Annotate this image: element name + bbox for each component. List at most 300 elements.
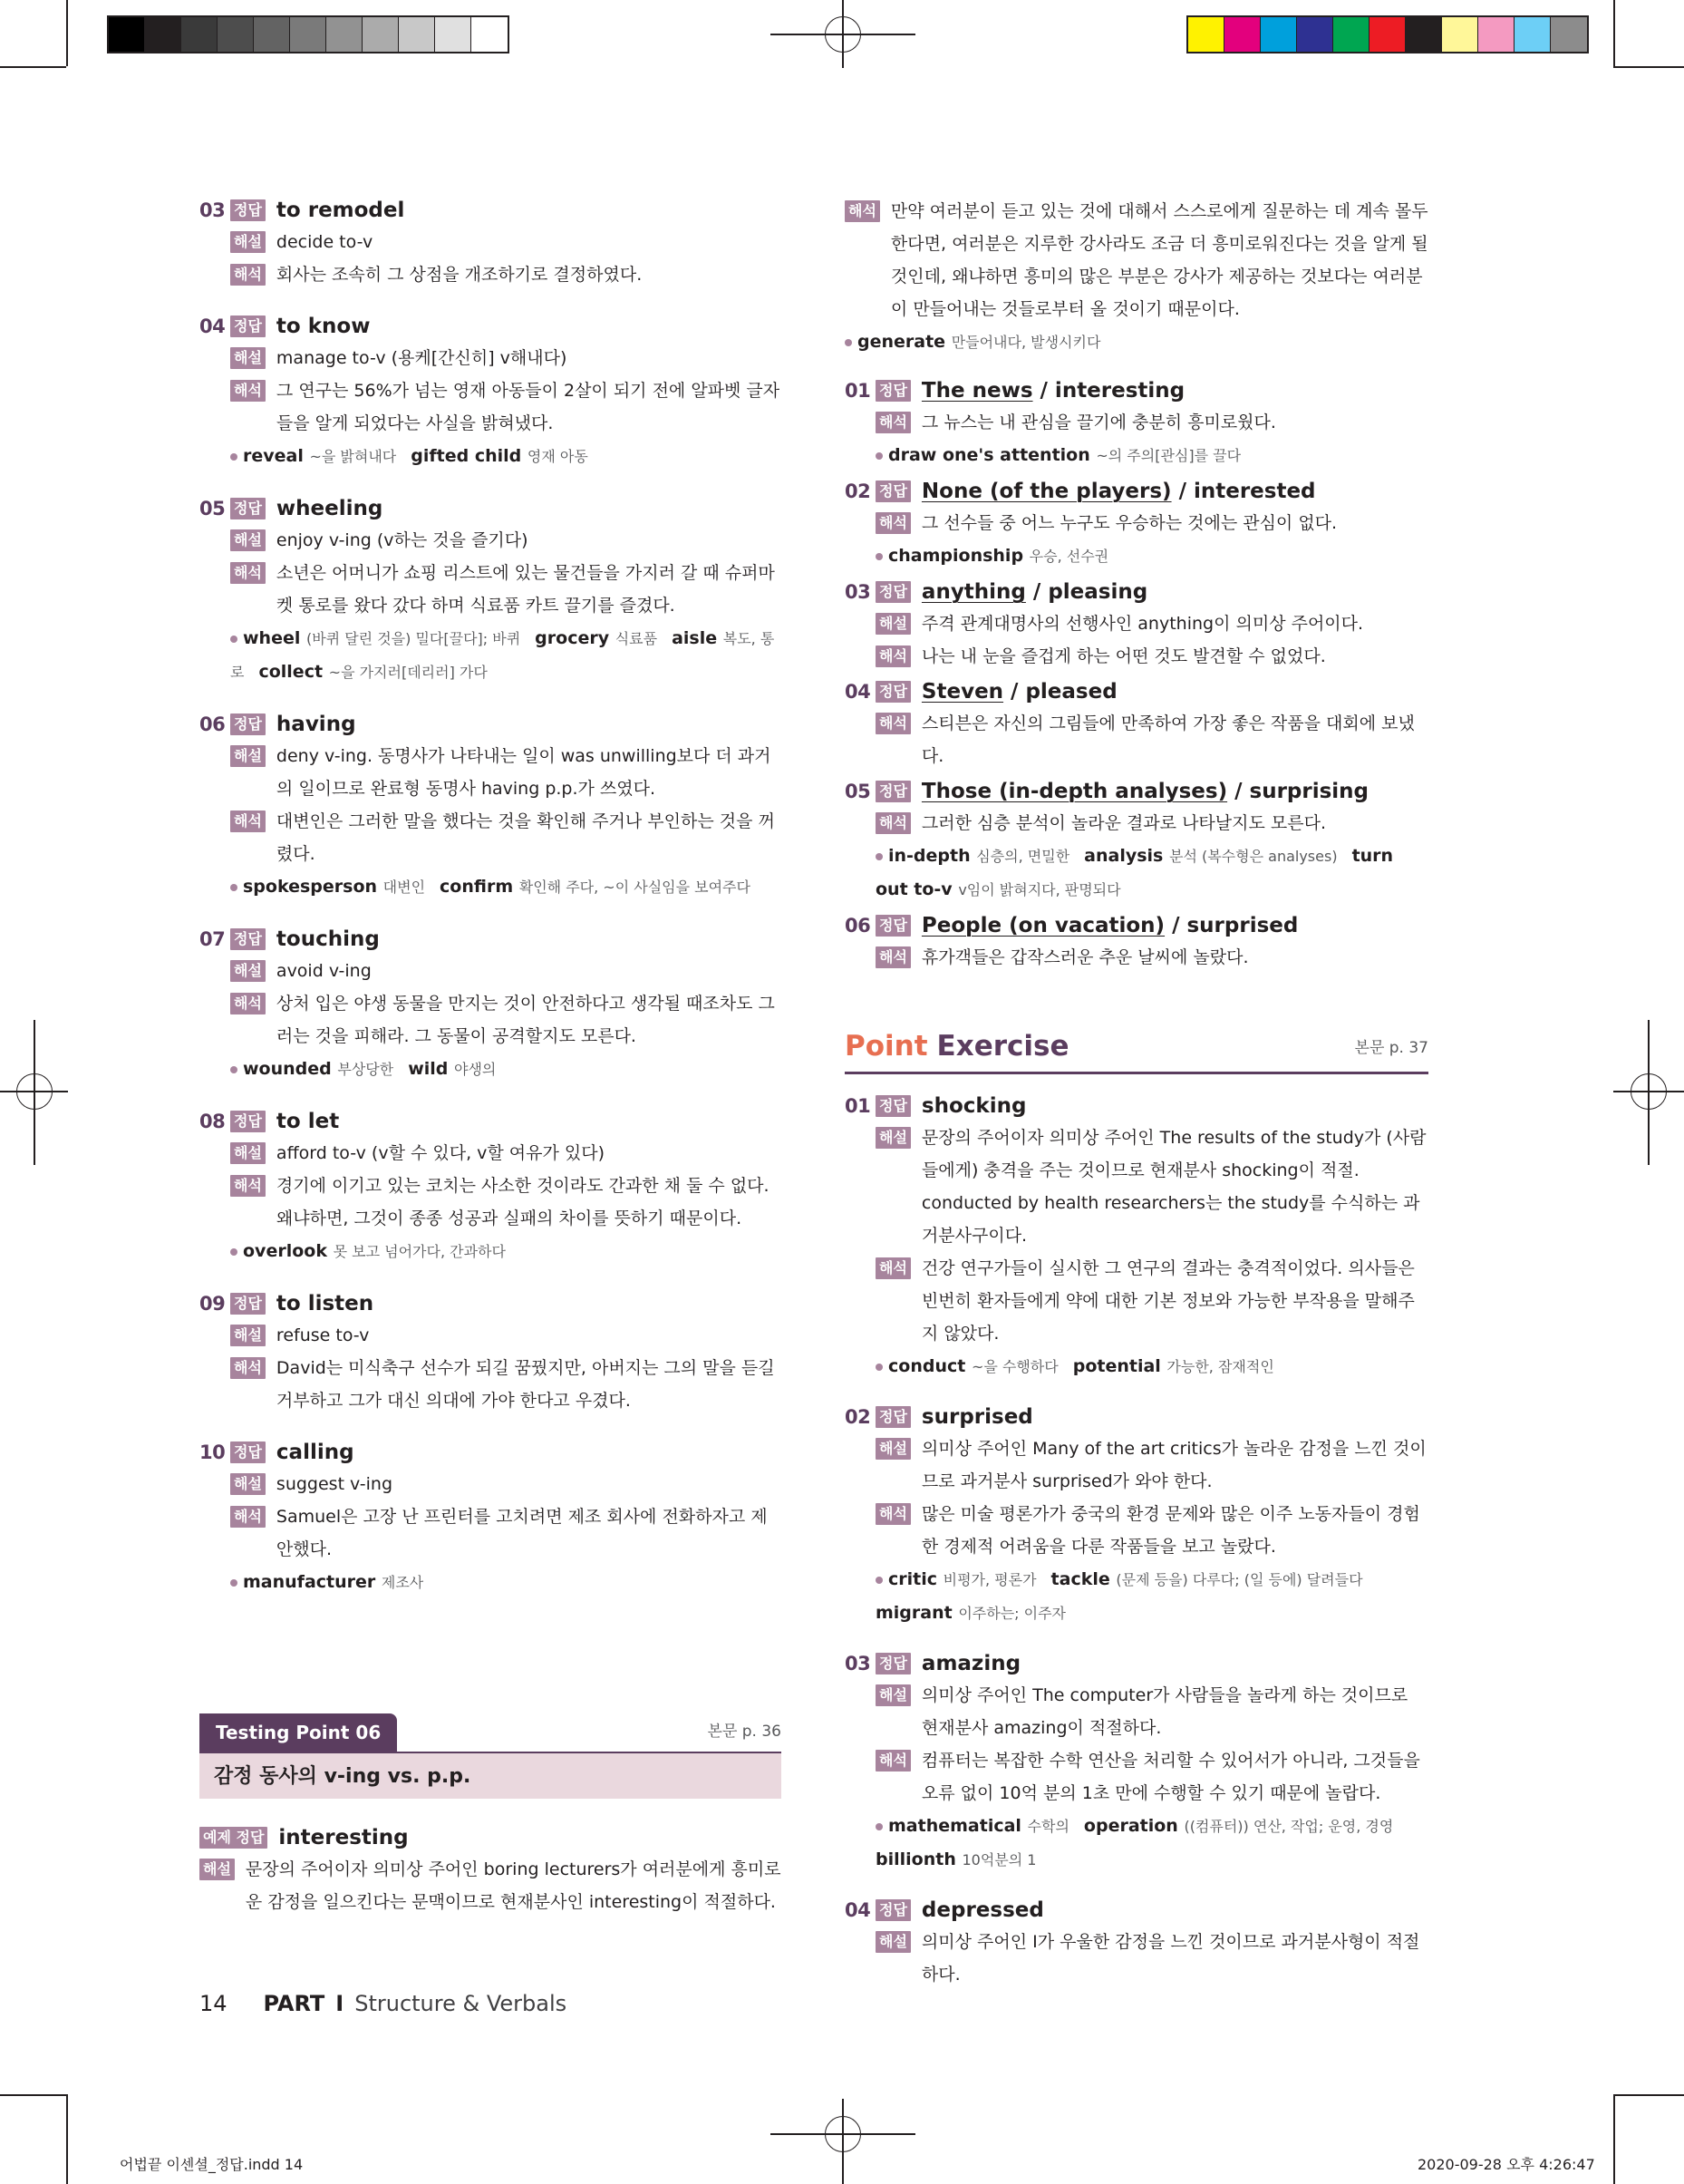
color-swatch xyxy=(254,17,290,52)
vocab-gloss: v임이 밝혀지다, 판명되다 xyxy=(958,881,1121,898)
vocab-gloss: 심층의, 면밀한 xyxy=(976,848,1070,865)
answer-body xyxy=(199,1137,781,1268)
question-number: 03 xyxy=(199,199,226,221)
explanation-tag: 해설 xyxy=(230,960,266,982)
vocab-gloss: 대변인 xyxy=(382,878,426,896)
answer-header xyxy=(845,676,1428,707)
color-swatch xyxy=(1406,17,1442,52)
explanation-text: suggest v-ing xyxy=(276,1474,393,1494)
translation-text: 컴퓨터는 복잡한 수학 연산을 처리할 수 있어서가 아니라, 그것들을 오류 없이 10억 분의 1초 만에 수행할 수 있기 때문에 놀랍다. xyxy=(921,1751,1420,1803)
translation-tag: 해석 xyxy=(230,811,266,832)
translation-text: 건강 연구가들이 실시한 그 연구의 결과는 충격적이었다. 의사들은 빈번히 환자들에게 약에 대한 기본 정보와 가능한 부작용을 말해주지 않았다. xyxy=(921,1258,1415,1344)
color-swatch xyxy=(181,17,218,52)
color-swatch xyxy=(471,17,508,52)
vocab-gloss: 영재 아동 xyxy=(527,448,588,465)
vocab-word: reveal xyxy=(243,446,310,466)
color-swatch xyxy=(435,17,471,52)
answer-body xyxy=(199,1468,781,1599)
answer-header xyxy=(845,375,1428,406)
answer-tag: 정답 xyxy=(230,498,266,519)
answer-tag: 정답 xyxy=(876,1653,911,1674)
crop-mark xyxy=(0,66,66,68)
point-exercise-header xyxy=(845,1020,1428,1074)
bullet-icon xyxy=(876,553,883,560)
vocab-line xyxy=(876,1350,1428,1383)
answer-word xyxy=(922,680,1118,704)
color-swatch xyxy=(1297,17,1333,52)
question-number: 03 xyxy=(845,581,871,603)
vocab-word: mathematical xyxy=(888,1816,1028,1836)
explanation-line xyxy=(230,1170,781,1235)
vocab-word: overlook xyxy=(243,1241,334,1261)
answer-tag: 정답 xyxy=(876,480,911,502)
explanation-text: 의미상 주어인 I가 우울한 감정을 느낀 것이므로 과거분사형이 적절하다. xyxy=(921,1932,1420,1985)
part-label: PART xyxy=(263,1991,325,2016)
explanation-tag: 해설 xyxy=(230,1142,266,1164)
vocab-line xyxy=(230,1566,781,1599)
answer-item xyxy=(845,776,1428,907)
vocab-gloss: 이주하는; 이주자 xyxy=(958,1605,1066,1622)
translation-text: 그러한 심층 분석이 놀라운 결과로 나타날지도 모른다. xyxy=(921,813,1326,833)
color-swatch xyxy=(363,17,399,52)
vocab-gloss: 10억분의 1 xyxy=(962,1851,1037,1869)
bullet-icon xyxy=(230,884,237,891)
translation-tag: 해석 xyxy=(230,380,266,402)
answer-header xyxy=(199,1288,781,1319)
explanation-line xyxy=(230,557,781,622)
translation-text: 휴가객들은 갑작스러운 추운 날씨에 놀랐다. xyxy=(921,947,1249,967)
registration-line xyxy=(842,2099,844,2184)
translation-text: 소년은 어머니가 쇼핑 리스트에 있는 물건들을 가지러 갈 때 슈퍼마켓 통로를 왔다 갔다 하며 식료품 카트 끌기를 즐겼다. xyxy=(276,563,775,616)
translation-text: 그 뉴스는 내 관심을 끌기에 충분히 흥미로웠다. xyxy=(921,413,1276,432)
color-swatch xyxy=(109,17,145,52)
point-exercise-title-b: Exercise xyxy=(936,1029,1069,1063)
color-swatch xyxy=(1478,17,1515,52)
answer-subject: anything xyxy=(921,580,1026,604)
explanation-tag: 해설 xyxy=(230,347,266,369)
vocab-word: analysis xyxy=(1084,846,1169,866)
answer-item xyxy=(199,709,781,904)
explanation-line xyxy=(230,342,781,374)
answer-body xyxy=(845,406,1428,472)
vocab-word: draw one's attention xyxy=(888,445,1097,465)
answer-body xyxy=(199,226,781,291)
vocab-gloss: 제조사 xyxy=(381,1574,424,1591)
answer-item xyxy=(199,1106,781,1268)
translation-tag: 해석 xyxy=(230,1357,266,1379)
explanation-text: afford to-v (v할 수 있다, v할 여유가 있다) xyxy=(276,1143,605,1163)
translation-text: 만약 여러분이 듣고 있는 것에 대해서 스스로에게 질문하는 데 계속 몰두한다면, 여러분은 지루한 강사라도 조금 더 흥미로워진다는 것을 알게 될 것인데, 왜냐하면 흥미의 많은 부분은 강사가 제공하는 것보다는 여러분이 만들어내는 것들로부터 올 것이기 때문이다. xyxy=(890,201,1428,319)
vocab-gloss: 복도, 통로 xyxy=(230,630,775,681)
answer-body xyxy=(845,941,1428,974)
answer-item xyxy=(845,577,1428,673)
explanation-line xyxy=(876,941,1428,974)
explanation-line xyxy=(876,1926,1428,1991)
answer-subject: None (of the players) xyxy=(921,480,1172,503)
vocab-word: aisle xyxy=(672,628,723,648)
answer-item xyxy=(199,1437,781,1599)
question-number: 07 xyxy=(199,928,226,950)
bullet-icon xyxy=(230,1248,237,1256)
explanation-tag: 해설 xyxy=(230,1473,266,1495)
answer-item xyxy=(845,1402,1428,1630)
answer-header xyxy=(199,1106,781,1137)
answer-header xyxy=(845,1091,1428,1121)
vocab-gloss: (문제 등을) 다루다; (일 등에) 달려들다 xyxy=(1116,1571,1363,1588)
page-footer xyxy=(199,1991,566,2016)
color-swatch xyxy=(218,17,254,52)
explanation-text: 의미상 주어인 Many of the art critics가 놀라운 감정을 느낀 것이므로 과거분사 surprised가 와야 한다. xyxy=(921,1439,1427,1491)
explanation-tag: 해설 xyxy=(199,1859,235,1880)
color-swatch xyxy=(1224,17,1261,52)
vocab-word: gifted child xyxy=(411,446,527,466)
vocab-gloss: ~을 밝혀내다 xyxy=(309,448,397,465)
part-subtitle: Structure & Verbals xyxy=(354,1991,567,2016)
explanation-tag: 해설 xyxy=(876,1127,911,1149)
explanation-text: manage to-v (용케[간신히] v해내다) xyxy=(276,348,567,368)
translation-tag: 해석 xyxy=(876,1750,911,1771)
vocab-word: conduct xyxy=(888,1356,972,1376)
bullet-icon xyxy=(876,1364,883,1371)
answer-item xyxy=(845,1895,1428,1991)
vocab-word: manufacturer xyxy=(243,1572,382,1592)
answer-item xyxy=(199,493,781,689)
vocab-line xyxy=(876,439,1428,472)
color-swatch xyxy=(1515,17,1551,52)
answer-tag: 정답 xyxy=(230,713,266,735)
answer-tag: 정답 xyxy=(230,1441,266,1463)
translation-text: David는 미식축구 선수가 되길 꿈꿨지만, 아버지는 그의 말을 듣길 거부하고 그가 대신 의대에 가야 한다고 우겼다. xyxy=(276,1358,775,1411)
explanation-text: 주격 관계대명사의 선행사인 anything이 의미상 주어이다. xyxy=(921,614,1364,634)
color-swatch xyxy=(399,17,435,52)
vocab-word: wounded xyxy=(243,1059,338,1079)
vocab-word: wild xyxy=(408,1059,454,1079)
explanation-line xyxy=(230,1352,781,1417)
answer-rest: / pleased xyxy=(1003,680,1118,704)
example-answer xyxy=(199,1822,781,1918)
registration-line xyxy=(34,1020,35,1165)
translation-tag: 해석 xyxy=(876,946,911,968)
answer-body xyxy=(845,707,1428,772)
right-answer-list xyxy=(845,375,1428,974)
vocab-word: generate xyxy=(857,332,952,352)
vocab-word: championship xyxy=(888,546,1030,566)
question-number: 06 xyxy=(199,713,226,735)
answer-header xyxy=(845,910,1428,941)
crop-mark xyxy=(66,2094,68,2184)
explanation-line xyxy=(876,507,1428,539)
answer-word: to know xyxy=(276,315,371,338)
answer-word: touching xyxy=(276,927,380,951)
answer-word xyxy=(922,480,1316,503)
explanation-tag: 해설 xyxy=(230,231,266,253)
answer-word: to remodel xyxy=(276,199,405,222)
vocab-line xyxy=(230,1053,781,1086)
explanation-line xyxy=(230,955,781,987)
question-number: 10 xyxy=(199,1441,226,1463)
color-swatch xyxy=(145,17,181,52)
slug-filename: 어법끝 이센셜_정답.indd 14 xyxy=(120,2156,304,2173)
answer-tag: 정답 xyxy=(230,315,266,337)
part-roman: I xyxy=(335,1991,344,2016)
explanation-text: avoid v-ing xyxy=(276,961,372,981)
explanation-line xyxy=(876,607,1428,640)
answer-body xyxy=(199,740,781,904)
point-exercise-title-a: Point xyxy=(845,1029,928,1063)
answer-header xyxy=(199,195,781,226)
explanation-line xyxy=(876,1498,1428,1563)
answer-body xyxy=(199,955,781,1086)
vocab-gloss: 식료품 xyxy=(615,630,658,647)
answer-word xyxy=(922,379,1185,403)
explanation-line xyxy=(230,1500,781,1566)
color-swatch xyxy=(1369,17,1406,52)
crop-mark xyxy=(1613,0,1615,66)
answer-header xyxy=(845,1895,1428,1926)
answer-header xyxy=(845,776,1428,807)
explanation-text: refuse to-v xyxy=(276,1325,370,1345)
vocab-gloss: (바퀴 달린 것을) 밀다[끌다]; 바퀴 xyxy=(305,630,521,647)
explanation-tag: 해설 xyxy=(876,613,911,635)
vocab-word: in-depth xyxy=(888,846,977,866)
answer-word: depressed xyxy=(921,1898,1044,1922)
explanation-line xyxy=(230,258,781,291)
vocab-gloss: 수학의 xyxy=(1027,1818,1069,1835)
answer-word xyxy=(922,914,1298,937)
translation-tag: 해석 xyxy=(876,645,911,667)
translation-tag: 해석 xyxy=(876,1503,911,1525)
grayscale-bar xyxy=(107,15,509,53)
vocab-line xyxy=(845,325,1428,359)
question-number: 03 xyxy=(845,1653,871,1674)
explanation-text: 문장의 주어이자 의미상 주어인 boring lecturers가 여러분에게 흥미로운 감정을 일으킨다는 문맥이므로 현재분사인 interesting이 적절하다. xyxy=(245,1859,781,1912)
explanation-text: 문장의 주어이자 의미상 주어인 The results of the study가 (사람들에게) 충격을 주는 것이므로 현재분사 shocking이 적절. conducted by health researchers는 the study를 수식하는 과거분사구이다. xyxy=(921,1128,1427,1246)
right-answer-column xyxy=(845,195,1428,977)
translation-tag: 해석 xyxy=(230,1175,266,1197)
translation-text: 그 선수들 중 어느 누구도 우승하는 것에는 관심이 없다. xyxy=(921,513,1338,533)
explanation-tag: 해설 xyxy=(230,1325,266,1346)
color-swatch xyxy=(290,17,326,52)
answer-body xyxy=(199,342,781,473)
answer-tag: 정답 xyxy=(876,1406,911,1428)
example-answer-word: interesting xyxy=(278,1826,409,1849)
vocab-gloss: ~의 주의[관심]를 끌다 xyxy=(1096,447,1242,464)
vocab-gloss: 우승, 선수권 xyxy=(1029,548,1109,565)
explanation-line xyxy=(230,740,781,805)
translation-text: 스티븐은 자신의 그림들에 만족하여 가장 좋은 작품을 대회에 보냈다. xyxy=(921,713,1415,766)
answer-item xyxy=(845,375,1428,472)
vocab-gloss: 확인해 주다, ~이 사실임을 보여주다 xyxy=(518,878,750,896)
explanation-tag: 해설 xyxy=(230,745,266,767)
answer-item xyxy=(199,1288,781,1417)
explanation-tag: 해설 xyxy=(876,1684,911,1706)
bullet-icon xyxy=(230,636,237,643)
answer-header xyxy=(845,1402,1428,1432)
explanation-line xyxy=(876,1121,1428,1252)
crop-mark xyxy=(66,0,68,66)
translation-text: 경기에 이기고 있는 코치는 사소한 것이라도 간과한 채 둘 수 없다. 왜냐하면, 그것이 종종 성공과 실패의 차이를 뜻하기 때문이다. xyxy=(276,1176,769,1228)
translation-tag: 해석 xyxy=(876,1257,911,1279)
explanation-line xyxy=(876,406,1428,439)
testing-point-page-ref: 본문 p. 36 xyxy=(707,1723,781,1741)
answer-tag: 정답 xyxy=(876,380,911,402)
answer-tag: 정답 xyxy=(230,199,266,221)
vocab-gloss: 만들어내다, 발생시키다 xyxy=(951,334,1101,351)
answer-header xyxy=(199,709,781,740)
explanation-text: enjoy v-ing (v하는 것을 즐기다) xyxy=(276,530,528,550)
answer-word: amazing xyxy=(921,1652,1021,1675)
answer-subject: Those (in-depth analyses) xyxy=(921,780,1228,803)
answer-tag: 정답 xyxy=(230,1293,266,1315)
crop-mark xyxy=(1613,2094,1684,2096)
translation-text: 많은 미술 평론가가 중국의 환경 문제와 많은 이주 노동자들이 경험한 경제적 어려움을 다룬 작품들을 보고 놀랐다. xyxy=(921,1504,1420,1557)
explanation-line xyxy=(876,1432,1428,1498)
crop-mark xyxy=(0,2094,66,2096)
explanation-text: deny v-ing. 동명사가 나타내는 일이 was unwilling보다 더 과거의 일이므로 완료형 동명사 having p.p.가 쓰였다. xyxy=(276,746,771,799)
question-number: 04 xyxy=(199,315,226,337)
translation-text: Samuel은 고장 난 프린터를 고치려면 제조 회사에 전화하자고 제안했다. xyxy=(276,1507,768,1559)
answer-body xyxy=(845,1679,1428,1877)
crop-mark xyxy=(1613,2094,1615,2184)
color-swatch xyxy=(1442,17,1478,52)
answer-item xyxy=(845,1091,1428,1383)
translation-text: 상처 입은 야생 동물을 만지는 것이 안전하다고 생각될 때조차도 그러는 것을 피해라. 그 동물이 공격할지도 모른다. xyxy=(276,994,775,1046)
vocab-word: migrant xyxy=(876,1603,959,1623)
vocab-gloss: ((컴퓨터)) 연산, 작업; 운영, 경영 xyxy=(1184,1818,1394,1835)
answer-header xyxy=(199,924,781,955)
bullet-icon xyxy=(230,1066,237,1073)
translation-line xyxy=(845,195,1428,325)
answer-body xyxy=(845,1432,1428,1630)
answer-tag: 정답 xyxy=(230,1111,266,1132)
explanation-line xyxy=(876,1744,1428,1810)
vocab-word: billionth xyxy=(876,1849,963,1869)
explanation-tag: 해설 xyxy=(876,1931,911,1953)
vocab-line xyxy=(876,1810,1428,1877)
question-number: 04 xyxy=(845,681,871,703)
translation-tag: 해석 xyxy=(876,512,911,534)
answer-item xyxy=(845,910,1428,974)
explanation-line xyxy=(230,1137,781,1170)
explanation-line xyxy=(876,807,1428,840)
vocab-word: turn out to-v xyxy=(876,846,1394,899)
vocab-gloss: 부상당한 xyxy=(337,1061,394,1078)
vocab-line xyxy=(230,1235,781,1268)
testing-point-tab: Testing Point 06 xyxy=(199,1713,397,1752)
answer-word: shocking xyxy=(921,1094,1027,1118)
explanation-text: 의미상 주어인 The computer가 사람들을 놀라게 하는 것이므로 현재분사 amazing이 적절하다. xyxy=(921,1685,1408,1738)
translation-tag: 해석 xyxy=(876,812,911,834)
page-number: 14 xyxy=(199,1991,227,2016)
answer-subject: People (on vacation) xyxy=(921,914,1166,937)
color-swatch xyxy=(1551,17,1587,52)
example-answer-tag: 예제 정답 xyxy=(199,1827,267,1849)
answer-word: surprised xyxy=(921,1405,1033,1429)
color-swatch xyxy=(1188,17,1224,52)
vocab-line xyxy=(876,539,1428,573)
explanation-line xyxy=(876,707,1428,772)
question-number: 01 xyxy=(845,380,871,402)
answer-body xyxy=(845,807,1428,907)
vocab-word: wheel xyxy=(243,628,306,648)
point-exercise-page-ref: 본문 p. 37 xyxy=(1354,1039,1428,1057)
vocab-word: critic xyxy=(888,1569,944,1589)
answer-tag: 정답 xyxy=(876,581,911,603)
vocab-word: spokesperson xyxy=(243,877,383,897)
explanation-line xyxy=(230,524,781,557)
vocab-gloss: 야생의 xyxy=(454,1061,497,1078)
explanation-line xyxy=(230,1319,781,1352)
translation-tag: 해석 xyxy=(876,713,911,734)
translation-tag: 해석 xyxy=(876,412,911,433)
left-answer-column xyxy=(199,195,781,1619)
vocab-line xyxy=(876,1563,1428,1630)
answer-rest: / interesting xyxy=(1032,379,1186,403)
answer-tag: 정답 xyxy=(876,781,911,802)
answer-body xyxy=(845,507,1428,573)
bullet-icon xyxy=(876,1577,883,1584)
translation-text: 대변인은 그러한 말을 했다는 것을 확인해 주거나 부인하는 것을 꺼렸다. xyxy=(276,811,775,864)
explanation-line xyxy=(230,226,781,258)
answer-header xyxy=(199,1437,781,1468)
explanation-line xyxy=(230,1468,781,1500)
vocab-gloss: ~을 수행하다 xyxy=(971,1358,1059,1375)
translation-tag: 해석 xyxy=(230,264,266,286)
answer-item xyxy=(845,476,1428,573)
answer-tag: 정답 xyxy=(876,681,911,703)
question-number: 06 xyxy=(845,915,871,937)
answer-word xyxy=(922,780,1369,803)
answer-tag: 정답 xyxy=(876,1095,911,1117)
answer-rest: / interested xyxy=(1171,480,1316,503)
question-number: 02 xyxy=(845,1406,871,1428)
answer-item xyxy=(199,311,781,473)
translation-text: 회사는 조속히 그 상점을 개조하기로 결정하였다. xyxy=(276,265,643,285)
question-number: 05 xyxy=(845,781,871,802)
answer-body xyxy=(845,1926,1428,1991)
registration-line xyxy=(1648,1020,1650,1165)
vocab-gloss: 가능한, 잠재적인 xyxy=(1166,1358,1274,1375)
answer-rest: / pleasing xyxy=(1025,580,1148,604)
explanation-text: decide to-v xyxy=(276,232,373,252)
crop-mark xyxy=(1613,66,1684,68)
vocab-line xyxy=(230,440,781,473)
answer-word: calling xyxy=(276,1441,354,1464)
explanation-tag: 해설 xyxy=(230,529,266,551)
question-number: 02 xyxy=(845,480,871,502)
color-swatch xyxy=(326,17,363,52)
answer-body xyxy=(845,1121,1428,1383)
answer-word: having xyxy=(276,713,356,736)
answer-item xyxy=(845,676,1428,772)
answer-rest: / surprised xyxy=(1165,914,1299,937)
explanation-line xyxy=(230,374,781,440)
translation-tag: 해석 xyxy=(230,562,266,584)
question-number: 05 xyxy=(199,498,226,519)
translation-tag: 해석 xyxy=(230,1506,266,1528)
translation-text: 나는 내 눈을 즐겁게 하는 어떤 것도 발견할 수 없었다. xyxy=(921,646,1326,666)
explanation-line xyxy=(876,640,1428,673)
answer-header xyxy=(199,493,781,524)
vocab-gloss: ~을 가지러[데리러] 가다 xyxy=(328,664,488,681)
explanation-tag: 해설 xyxy=(876,1438,911,1460)
vocab-line xyxy=(230,870,781,904)
color-swatch xyxy=(1333,17,1369,52)
explanation-line xyxy=(230,805,781,870)
answer-subject: Steven xyxy=(921,680,1004,704)
color-bar xyxy=(1186,15,1589,53)
vocab-word: grocery xyxy=(535,628,615,648)
